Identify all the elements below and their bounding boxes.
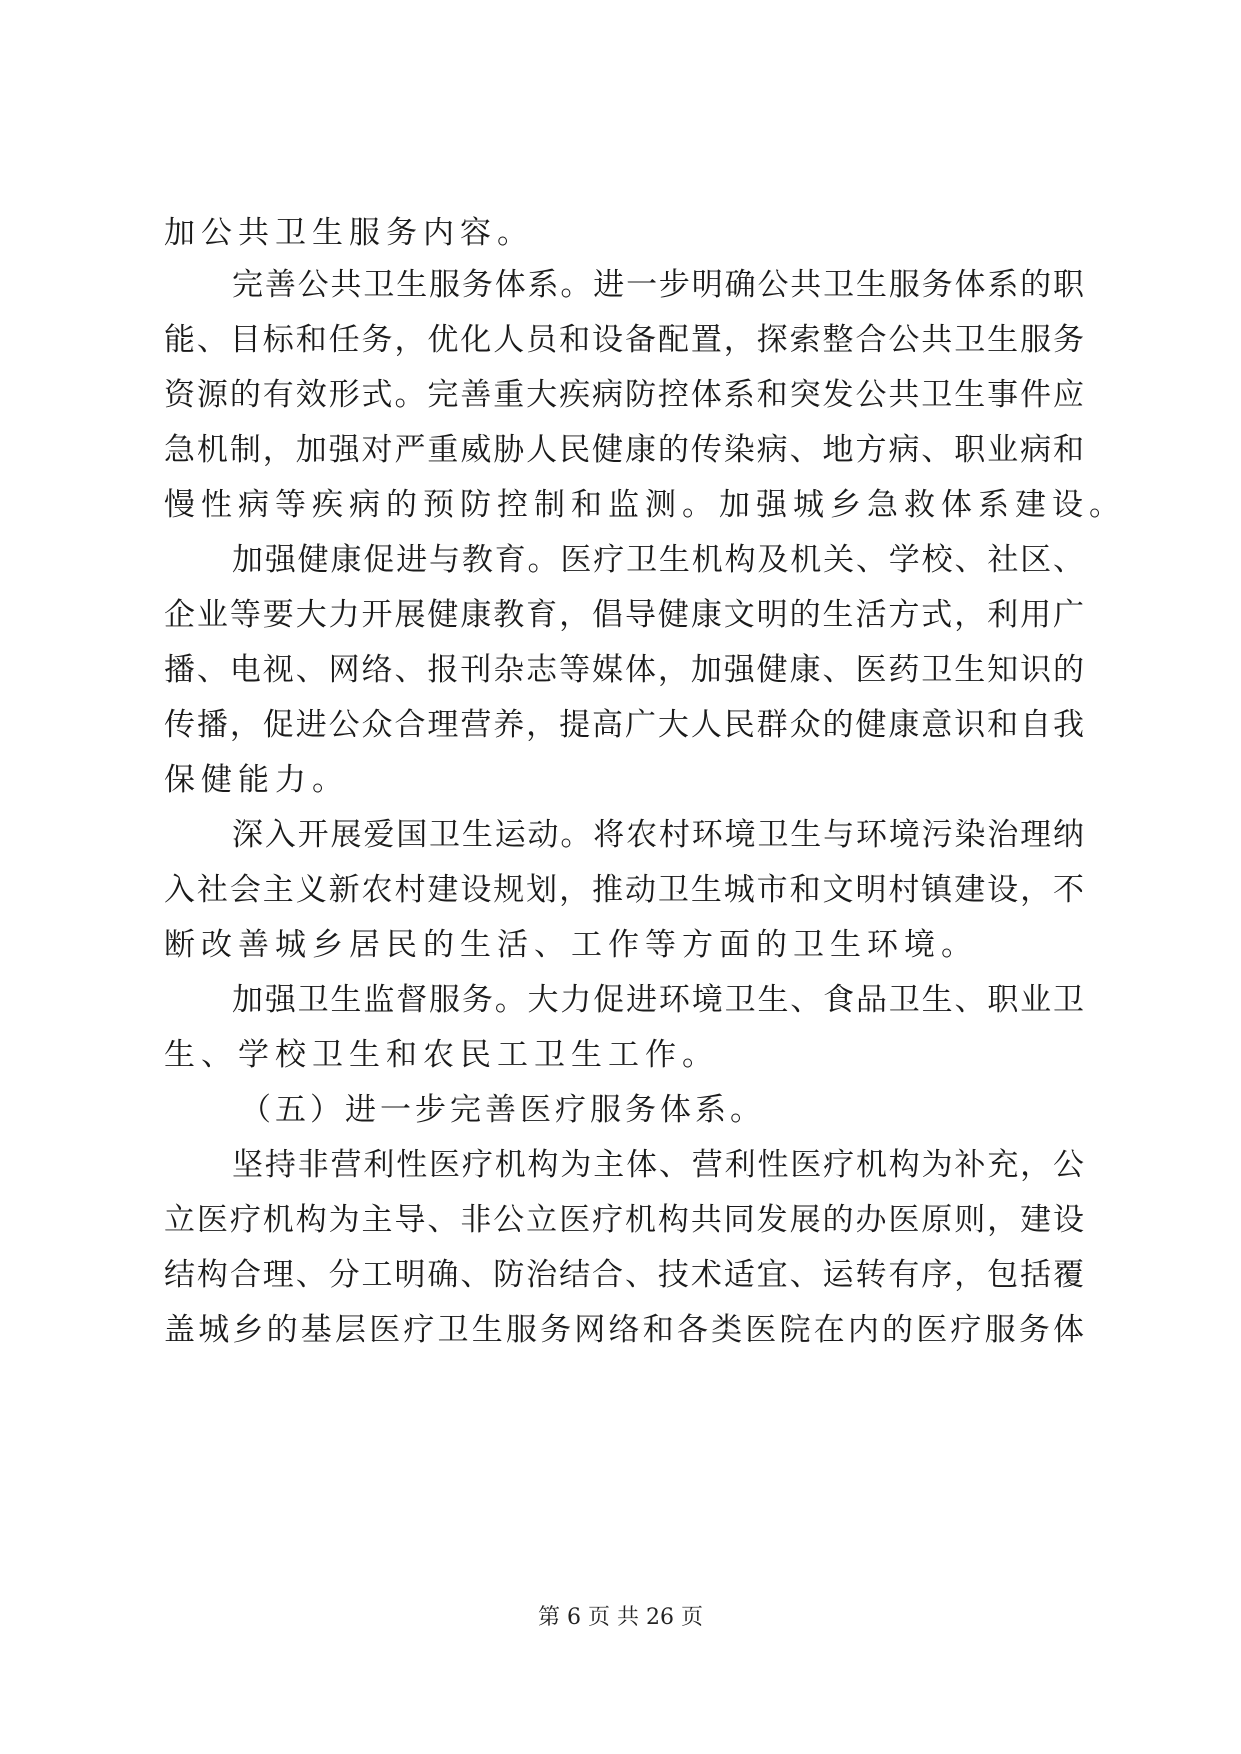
text-line: 传播，促进公众合理营养，提高广大人民群众的健康意识和自我 bbox=[164, 707, 1084, 743]
text-line: 完善公共卫生服务体系。进一步明确公共卫生服务体系的职 bbox=[232, 267, 1084, 303]
text-line: 立医疗机构为主导、非公立医疗机构共同发展的办医原则，建设 bbox=[164, 1202, 1084, 1238]
text-line: 断改善城乡居民的生活、工作等方面的卫生环境。 bbox=[164, 927, 978, 963]
text-line: 加强健康促进与教育。医疗卫生机构及机关、学校、社区、 bbox=[232, 542, 1084, 578]
text-line: 加强卫生监督服务。大力促进环境卫生、食品卫生、职业卫 bbox=[232, 982, 1084, 1018]
text-line: 企业等要大力开展健康教育，倡导健康文明的生活方式，利用广 bbox=[164, 597, 1084, 633]
text-line: 生、学校卫生和农民工卫生工作。 bbox=[164, 1037, 719, 1073]
text-line: 盖城乡的基层医疗卫生服务网络和各类医院在内的医疗服务体 bbox=[164, 1312, 1084, 1348]
text-line: 保健能力。 bbox=[164, 762, 349, 798]
text-line: 急机制，加强对严重威胁人民健康的传染病、地方病、职业病和 bbox=[164, 432, 1084, 468]
text-line: 能、目标和任务，优化人员和设备配置，探索整合公共卫生服务 bbox=[164, 322, 1084, 358]
section-heading: （五）进一步完善医疗服务体系。 bbox=[240, 1092, 765, 1128]
text-line: 资源的有效形式。完善重大疾病防控体系和突发公共卫生事件应 bbox=[164, 377, 1084, 413]
text-line: 加公共卫生服务内容。 bbox=[164, 215, 534, 251]
page-number-footer: 第 6 页 共 26 页 bbox=[538, 1605, 703, 1630]
text-line: 播、电视、网络、报刊杂志等媒体，加强健康、医药卫生知识的 bbox=[164, 652, 1084, 688]
text-line: 深入开展爱国卫生运动。将农村环境卫生与环境污染治理纳 bbox=[232, 817, 1084, 853]
text-line: 慢性病等疾病的预防控制和监测。加强城乡急救体系建设。 bbox=[164, 487, 1126, 523]
text-line: 入社会主义新农村建设规划，推动卫生城市和文明村镇建设，不 bbox=[164, 872, 1084, 908]
text-line: 坚持非营利性医疗机构为主体、营利性医疗机构为补充，公 bbox=[232, 1147, 1084, 1183]
text-line: 结构合理、分工明确、防治结合、技术适宜、运转有序，包括覆 bbox=[164, 1257, 1084, 1293]
